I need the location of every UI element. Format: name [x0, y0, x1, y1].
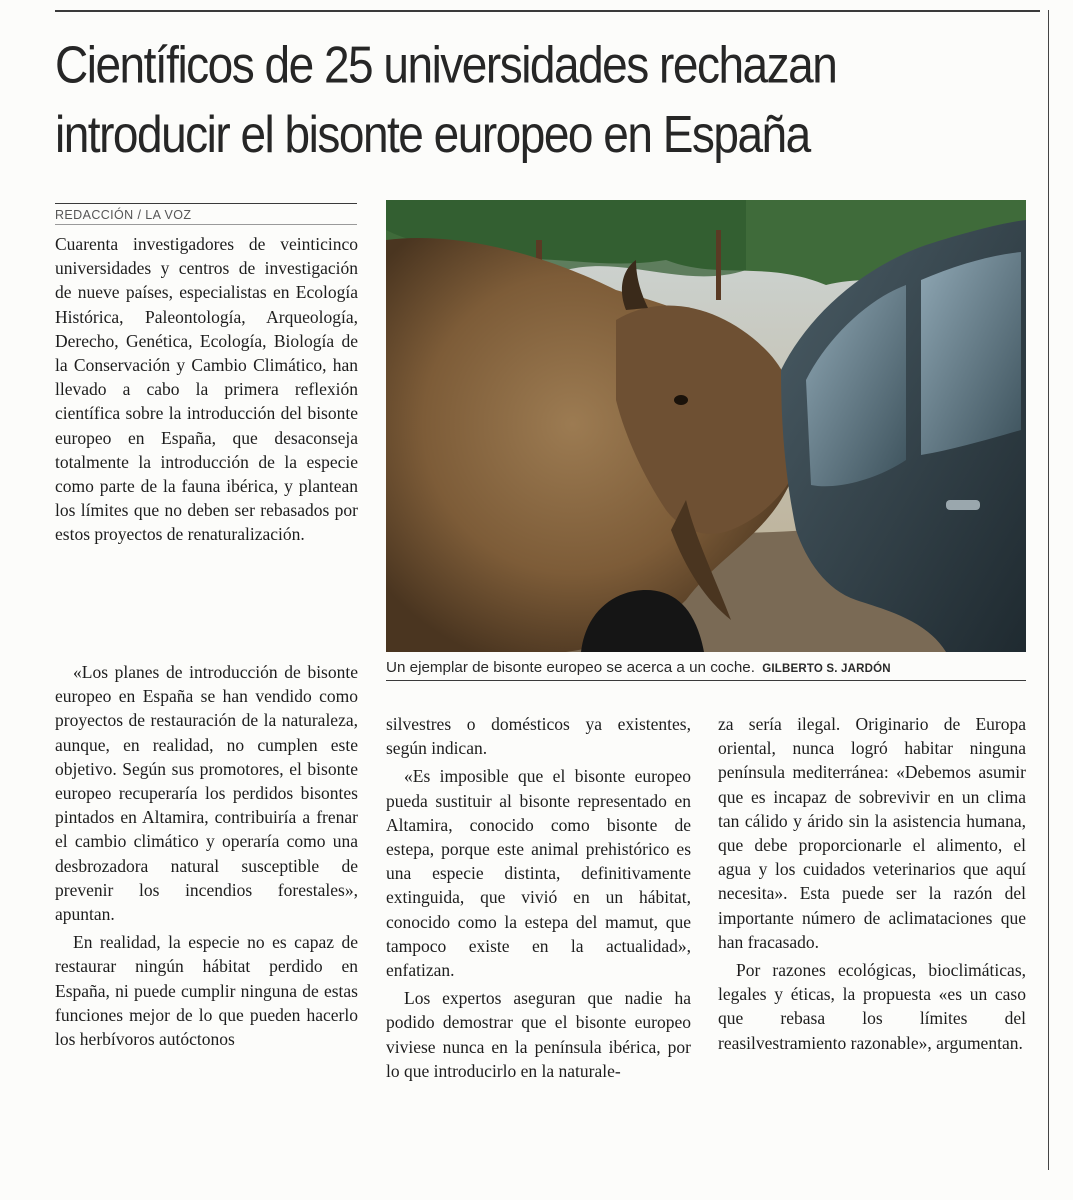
headline — [55, 30, 1045, 169]
paragraph-intro: Cuarenta investigadores de veinticinco universidades y centros de investigación de nueve países, especialistas en Ecología Histórica, Paleontología, Arqueología, Derecho, Genética, Ecología, Biología de la Conservación y Cambio Climático, han llevado a cabo la primera reflexión científica sobre la introducción del bisonte europeo en España, que desaconseja totalmente la introducción de la especie como parte de la fauna ibérica, y plantean los límites que no deben ser rebasados por estos proyectos de renaturalización. — [55, 234, 358, 545]
paragraph-experts: Los expertos aseguran que nadie ha podido demostrar que el bisonte europeo viviese nunca en la península ibérica, por lo que introducirlo en la naturale- — [386, 988, 691, 1081]
paragraph-quote-altamira: «Es imposible que el bisonte europeo pueda sustituir al bisonte representado en Altamira, conocido como bisonte de estepa, porque este animal prehistórico es una especie distinta, definitivamente extinguida, que vivió en un hábitat, conocido como la estepa del mamut, que tampoco existe en la actualidad», enfatizan. — [386, 766, 691, 981]
top-rule — [55, 10, 1040, 12]
byline: REDACCIÓN / LA VOZ — [55, 203, 357, 225]
headline-line-1: Científicos de 25 universidades rechazan — [55, 35, 837, 94]
photo-caption — [386, 655, 1026, 681]
column-1-top — [55, 232, 358, 547]
paragraph-in-reality: En realidad, la especie no es capaz de restaurar ningún hábitat perdido en España, ni puede cumplir ninguna de estas funciones mejor de lo que pueden hacerlo los herbívoros autóctonos — [55, 932, 358, 1050]
bison-photo-illustration — [386, 200, 1026, 652]
bison-photo — [386, 200, 1026, 652]
photo-credit: GILBERTO S. JARDÓN — [762, 663, 891, 675]
car-window-rear — [921, 252, 1021, 455]
headline-line-2: introducir el bisonte europeo en España — [55, 105, 810, 164]
paragraph-in-reality-continued: silvestres o domésticos ya existentes, según indican. — [386, 714, 691, 759]
column-divider-rule — [1048, 10, 1049, 1170]
paragraph-conclusion: Por razones ecológicas, bioclimáticas, legales y éticas, la propuesta «es un caso que rebasa los límites del reasilvestramiento razonable», argumentan. — [718, 960, 1026, 1053]
column-3 — [718, 712, 1026, 1055]
caption-text: Un ejemplar de bisonte europeo se acerca a un coche. — [386, 659, 755, 676]
paragraph-quote-plans: «Los planes de introducción de bisonte europeo en España se han vendido como proyectos de restauración de la naturaleza, aunque, en realidad, no cumplen este objetivo. Según sus promotores, el bisonte europeo recuperaría los perdidos bisontes pintados en Altamira, contribuiría a frenar el cambio climático y operaría como una desbrozadora natural susceptible de prevenir los incendios forestales», apuntan. — [55, 662, 358, 925]
column-1-bottom — [55, 660, 358, 1051]
paragraph-experts-continued: za sería ilegal. Originario de Europa oriental, nunca logró habitar ninguna península mediterránea: «Debemos asumir que es incapaz de sobrevivir en un clima tan cálido y árido sin la asistencia humana, que debe proporcionarle el alimento, el agua y los cuidados veterinarios que aquí necesita». Esta puede ser la razón del importante número de aclimataciones que han fracasado. — [718, 714, 1026, 952]
column-2 — [386, 712, 691, 1083]
